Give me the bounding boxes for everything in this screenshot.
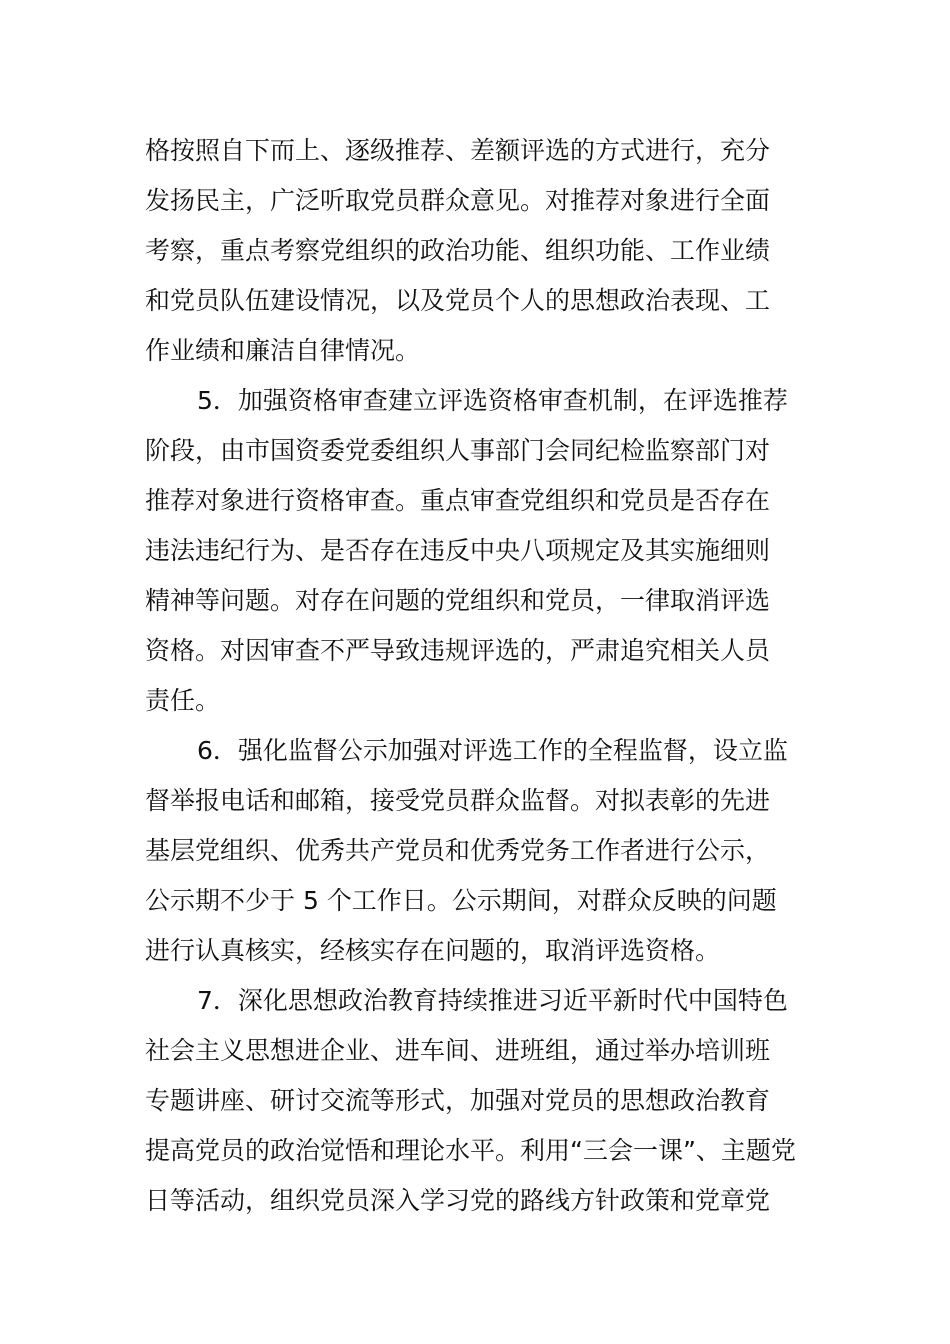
text-line: 进行认真核实，经核实存在问题的，取消评选资格。: [145, 936, 721, 965]
text-line: 专题讲座、研讨交流等形式，加强对党员的思想政治教育: [145, 1086, 771, 1115]
text-line: 违法违纪行为、是否存在违反中央八项规定及其实施细则: [145, 536, 771, 565]
text-line: 日等活动，组织党员深入学习党的路线方针政策和党章党: [145, 1186, 771, 1215]
text-line: 社会主义思想进企业、进车间、进班组，通过举办培训班: [145, 1036, 771, 1065]
paragraph-7-first-line: 7．深化思想政治教育持续推进习近平新时代中国特色: [197, 986, 788, 1015]
body-text: [145, 126, 810, 1226]
paragraph-5-first-line: 5．加强资格审查建立评选资格审查机制，在评选推荐: [197, 386, 788, 415]
text-line: 推荐对象进行资格审查。重点审查党组织和党员是否存在: [145, 486, 771, 515]
text-line: 督举报电话和邮箱，接受党员群众监督。对拟表彰的先进: [145, 786, 771, 815]
text-line: 责任。: [145, 686, 221, 715]
text-line: 和党员队伍建设情况，以及党员个人的思想政治表现、工: [145, 286, 771, 315]
paragraph-6-first-line: 6．强化监督公示加强对评选工作的全程监督，设立监: [197, 736, 788, 765]
text-line: 基层党组织、优秀共产党员和优秀党务工作者进行公示，: [145, 836, 771, 865]
text-line: 精神等问题。对存在问题的党组织和党员，一律取消评选: [145, 586, 771, 615]
text-line: 公示期不少于 5 个工作日。公示期间，对群众反映的问题: [145, 886, 777, 915]
text-line: 格按照自下而上、逐级推荐、差额评选的方式进行，充分: [145, 136, 771, 165]
text-line: 资格。对因审查不严导致违规评选的，严肃追究相关人员: [145, 636, 771, 665]
text-line: 发扬民主，广泛听取党员群众意见。对推荐对象进行全面: [145, 186, 771, 215]
text-line: 阶段，由市国资委党委组织人事部门会同纪检监察部门对: [145, 436, 771, 465]
text-line: 作业绩和廉洁自律情况。: [145, 336, 421, 365]
text-line: 提高党员的政治觉悟和理论水平。利用“三会一课”、主题党: [145, 1136, 796, 1165]
text-line: 考察，重点考察党组织的政治功能、组织功能、工作业绩: [145, 236, 771, 265]
